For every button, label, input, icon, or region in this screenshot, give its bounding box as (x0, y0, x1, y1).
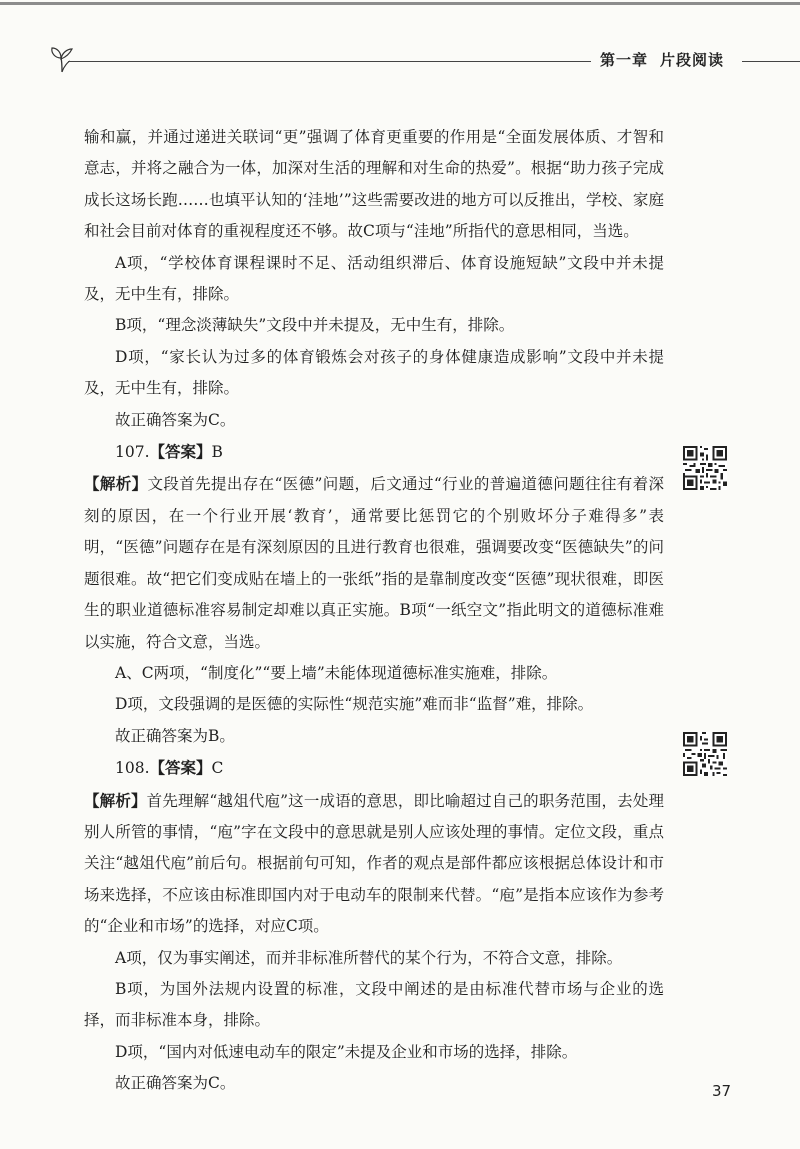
section-title: 片段阅读 (660, 51, 725, 69)
q108-answer-line (84, 752, 664, 784)
header-rule-left (68, 61, 591, 62)
sprout-leaf-icon (48, 44, 76, 74)
chapter-number: 第一章 (600, 51, 649, 69)
q107-analysis-tag: 【解析】 (84, 474, 148, 494)
qr-code-icon[interactable] (683, 446, 727, 490)
option-a-paragraph: A项，“学校体育课程课时不足、活动组织滞后、体育设施短缺”文段中并未提及，无中生有，排除。 (84, 253, 664, 304)
q108-option-b: B项，为国外法规内设置的标准，文段中阐述的是由标准代替市场与企业的选择，而非标准本身，排除。 (84, 979, 664, 1030)
q107-answer: B (211, 443, 223, 462)
running-header (0, 44, 800, 78)
q108-option-a: A项，仅为事实阐述，而并非标准所替代的某个行为，不符合文意，排除。 (115, 948, 623, 967)
qr-code-icon[interactable] (683, 732, 727, 776)
q108-answer-tag: 【答案】 (149, 758, 212, 778)
q108-conclusion: 故正确答案为C。 (115, 1074, 236, 1093)
q108-answer: C (211, 759, 224, 778)
conclusion-paragraph: 故正确答案为C。 (115, 410, 236, 429)
q107-number: 107. (115, 443, 150, 462)
q107-answer-tag: 【答案】 (149, 442, 212, 462)
q107-answer-line (84, 436, 664, 468)
continued-paragraph: 输和赢，并通过递进关联词“更”强调了体育更重要的作用是“全面发展体质、才智和意志，并将之融合为一体，加深对生活的理解和对生命的热爱”。根据“助力孩子完成成长这场长跑……也填平认知的‘洼地’”这些需要改进的地方可以反推出，学校、家庭和社会目前对体育的重视程度还不够。故C项与“洼地”所指代的意思相同，当选。 (84, 128, 664, 241)
page-body (84, 122, 664, 1100)
q107-option-d: D项，文段强调的是医德的实际性“规范实施”难而非“监督”难，排除。 (115, 695, 594, 714)
chapter-title (600, 49, 736, 70)
header-rule-right (742, 61, 800, 62)
q107-analysis (84, 468, 664, 657)
q108-analysis-tag: 【解析】 (84, 790, 147, 810)
page-number: 37 (712, 1082, 732, 1100)
q108-analysis (84, 785, 664, 943)
q108-number: 108. (115, 759, 150, 778)
q108-analysis-text: 首先理解“越俎代庖”这一成语的意思，即比喻超过自己的职务范围，去处理别人所管的事情，“庖”字在文段中的意思就是别人应该处理的事情。定位文段，重点关注“越俎代庖”前后句。根据前句可知，作者的观点是部件都应该根据总体设计和市场来选择，不应该由标准即国内对于电动车的限制来代替。“庖”是指本应该作为参考的“企业和市场”的选择，对应C项。 (84, 791, 664, 936)
q107-option-ac: A、C两项，“制度化”“要上墙”未能体现道德标准实施难，排除。 (115, 663, 558, 682)
q107-conclusion: 故正确答案为B。 (115, 726, 235, 745)
top-border-rule (0, 2, 800, 5)
option-b-paragraph: B项，“理念淡薄缺失”文段中并未提及，无中生有，排除。 (115, 316, 515, 335)
option-d-paragraph: D项，“家长认为过多的体育锻炼会对孩子的身体健康造成影响”文段中并未提及，无中生有，排除。 (84, 347, 664, 398)
q108-option-d: D项，“国内对低速电动车的限定”未提及企业和市场的选择，排除。 (115, 1042, 578, 1061)
q107-analysis-text: 文段首先提出存在“医德”问题，后文通过“行业的普遍道德问题往往有着深刻的原因，在一个行业开展‘教育’，通常要比惩罚它的个别败坏分子难得多”表明，“医德”问题存在是有深刻原因的且进行教育也很难，强调要改变“医德缺失”的问题很难。故“把它们变成贴在墙上的一张纸”指的是靠制度改变“医德”现状很难，即医生的职业道德标准容易制定却难以真正实施。B项“一纸空文”指此明文的道德标准难以实施，符合文意，当选。 (84, 475, 664, 651)
